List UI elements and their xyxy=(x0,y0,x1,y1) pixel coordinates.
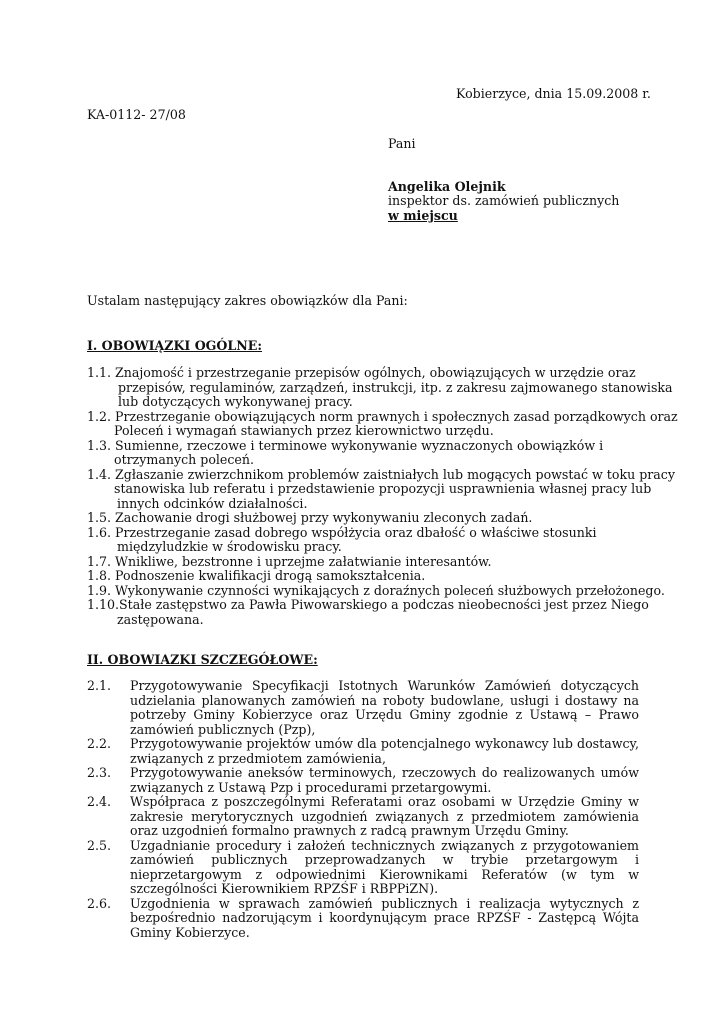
general-duties-list xyxy=(87,365,678,627)
recipient-position: inspektor ds. zamówień publicznych xyxy=(388,193,620,208)
list-item-line: międzyludzkie w środowisku pracy. xyxy=(117,539,342,554)
list-item xyxy=(87,439,647,468)
list-item xyxy=(87,466,675,512)
detailed-duties-list xyxy=(87,679,639,940)
list-item-line: innych odcinków działalności. xyxy=(117,495,308,511)
section-detailed-title: II. OBOWIAZKI SZCZEGÓŁOWE: xyxy=(87,652,318,667)
list-item xyxy=(87,408,678,439)
list-item xyxy=(87,795,639,839)
list-item-text: Przygotowywanie projektów umów dla potencjalnego wykonawcy lub dostawcy, związanych z przedmiotem zamówienia, xyxy=(130,736,639,766)
list-item-number: 2.5. xyxy=(87,837,112,853)
list-item-line: 1.3. Sumienne, rzeczowe i terminowe wykonywanie wyznaczonych obowiązków i xyxy=(87,437,604,453)
list-item-line: lub dotyczących wykonywanej pracy. xyxy=(118,394,353,409)
list-item xyxy=(87,679,639,737)
list-item-line: 1.1. Znajomość i przestrzeganie przepisów ogólnych, obowiązujących w urzędzie oraz xyxy=(87,365,636,380)
intro-text: Ustalam następujący zakres obowiązków dla Pani: xyxy=(87,293,408,308)
list-item-line: 1.7. Wnikliwe, bezstronne i uprzejme załatwianie interesantów. xyxy=(87,553,492,569)
list-item xyxy=(87,766,639,795)
list-item-number: 2.6. xyxy=(87,895,112,911)
reference-number: KA-0112- 27/08 xyxy=(87,107,186,122)
list-item-line: 1.6. Przestrzeganie zasad dobrego współżycia oraz dbałość o właściwe stosunki xyxy=(87,524,597,540)
list-item-line: 1.8. Podnoszenie kwalifikacji drogą samokształcenia. xyxy=(87,568,426,583)
list-item-line: otrzymanych poleceń. xyxy=(114,452,255,467)
list-item xyxy=(87,569,647,584)
list-item-line: przepisów, regulaminów, zarządzeń, instrukcji, itp. z zakresu zajmowanego stanowiska xyxy=(118,379,673,395)
list-item xyxy=(87,526,647,555)
list-item-text: Przygotowywanie Specyfikacji Istotnych Warunków Zamówień dotyczących udzielania planowanych zamówień na roboty budowlane, usługi i dostawy na potrzeby Gminy Kobierzyce oraz Urzędu Gminy zgodnie z Ustawą – Prawo zamówień publicznych (Pzp), xyxy=(130,678,639,737)
list-item-line: zastępowana. xyxy=(117,611,204,627)
list-item xyxy=(87,555,647,570)
list-item-number: 2.1. xyxy=(87,678,112,693)
list-item-text: Uzgadnianie procedury i założeń technicznych związanych z przygotowaniem zamówień publicznych przeprowadzanych w trybie przetargowym i nieprzetargowym z odpowiednimi Kierownikami Referatów (w tym w szczególności Kierownikiem RPZŚF i RBPPiZN). xyxy=(130,837,639,896)
recipient-name: Angelika Olejnik xyxy=(388,179,506,194)
list-item-text: Uzgodnienia w sprawach zamówień publicznych i realizacja wytycznych z bezpośrednio nadzorującym i koordynującym prace RPZŚF - Zastępcą Wójta Gminy Kobierzyce. xyxy=(130,895,639,940)
list-item xyxy=(87,839,639,897)
list-item-line: 1.9. Wykonywanie czynności wynikających z doraźnych poleceń służbowych przełożonego. xyxy=(87,582,665,598)
list-item-number: 2.2. xyxy=(87,736,112,751)
list-item-line: stanowiska lub referatu i przedstawienie propozycji usprawnienia własnej pracy lub xyxy=(114,481,652,496)
list-item xyxy=(87,897,639,941)
recipient-salutation: Pani xyxy=(388,136,416,151)
section-general-title: I. OBOWIĄZKI OGÓLNE: xyxy=(87,338,263,353)
list-item xyxy=(87,365,673,410)
list-item-number: 2.3. xyxy=(87,765,112,780)
recipient-place: w miejscu xyxy=(388,208,458,223)
list-item xyxy=(87,511,647,526)
place-date: Kobierzyce, dnia 15.09.2008 r. xyxy=(456,86,651,101)
list-item-number: 2.4. xyxy=(87,794,112,809)
list-item xyxy=(87,598,647,627)
list-item-line: Poleceń i wymagań stawianych przez kierownictwo urzędu. xyxy=(114,423,494,438)
list-item-line: 1.5. Zachowanie drogi służbowej przy wykonywaniu zleconych zadań. xyxy=(87,510,533,525)
list-item-line: 1.4. Zgłaszanie zwierzchnikom problemów zaistniałych lub mogących powstać w toku pracy xyxy=(87,466,675,482)
list-item-text: Współpraca z poszczególnymi Referatami oraz osobami w Urzędzie Gminy w zakresie merytorycznych uzgodnień związanych z przedmiotem zamówienia oraz uzgodnień formalno prawnych z radcą prawnym Urzędu Gminy. xyxy=(130,794,639,838)
list-item xyxy=(87,582,665,599)
list-item-text: Przygotowywanie aneksów terminowych, rzeczowych do realizowanych umów związanych z Ustawą Pzp i procedurami przetargowymi. xyxy=(130,765,639,795)
list-item-line: 1.10.Stałe zastępstwo za Pawła Piwowarskiego a podczas nieobecności jest przez Niego xyxy=(87,597,649,612)
list-item-line: 1.2. Przestrzeganie obowiązujących norm prawnych i społecznych zasad porządkowych oraz xyxy=(87,408,678,424)
list-item xyxy=(87,737,639,766)
